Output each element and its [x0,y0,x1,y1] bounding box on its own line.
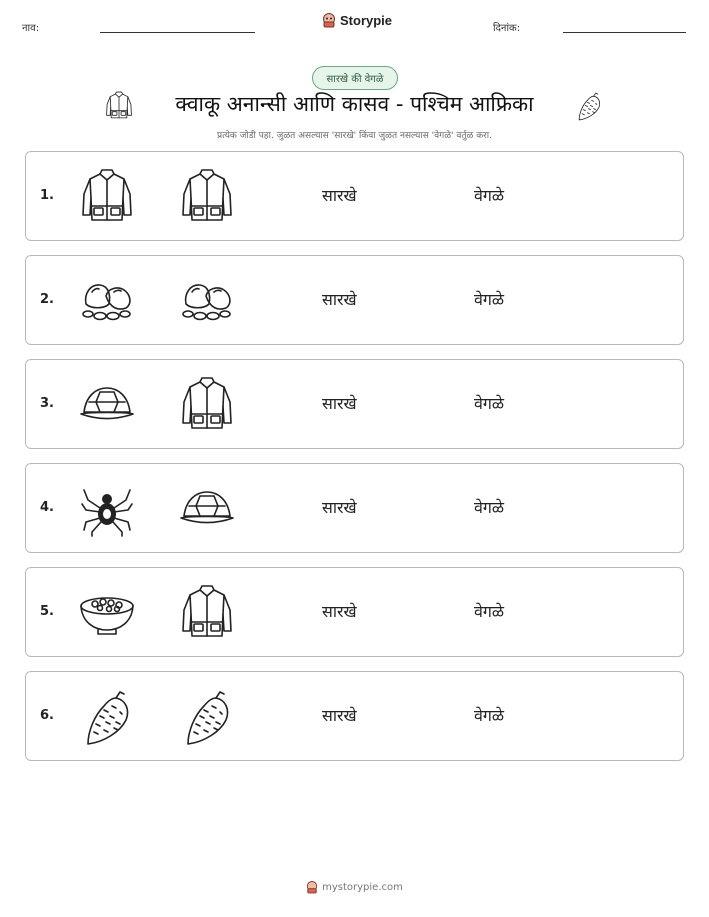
date-field-line[interactable] [563,32,686,33]
jacket-icon [178,168,236,226]
question-row [25,463,684,553]
spider-icon [78,480,136,538]
different-option[interactable]: वेगळे [474,290,505,309]
same-option[interactable]: सारखे [322,394,357,413]
turtle-shell-icon [78,376,136,434]
same-option[interactable]: सारखे [322,186,357,205]
question-number: 4. [40,500,54,515]
same-option[interactable]: सारखे [322,706,357,725]
cocoa-pod-icon [574,91,604,121]
date-label: दिनांक: [493,23,521,34]
question-row [25,359,684,449]
jacket-icon [178,376,236,434]
name-label: नाव: [22,23,40,34]
different-option[interactable]: वेगळे [474,394,505,413]
same-option[interactable]: सारखे [322,498,357,517]
name-field-line[interactable] [100,32,255,33]
question-row [25,567,684,657]
different-option[interactable]: वेगळे [474,186,505,205]
footer [0,880,709,894]
storypie-mascot-icon [306,880,318,894]
same-option[interactable]: सारखे [322,290,357,309]
rocks-icon [78,272,136,330]
cocoa-pod-icon [178,688,236,746]
question-number: 5. [40,604,54,619]
footer-website: mystorypie.com [322,881,403,893]
brand-name: Storypie [340,12,393,28]
rocks-icon [178,272,236,330]
different-option[interactable]: वेगळे [474,498,505,517]
same-option[interactable]: सारखे [322,602,357,621]
question-number: 6. [40,708,54,723]
worksheet-title: क्वाकू अनान्सी आणि कासव - पश्चिम आफ्रिका [175,92,534,116]
activity-type-badge: सारखे की वेगळे [312,66,398,90]
turtle-shell-icon [178,480,236,538]
question-number: 1. [40,188,54,203]
brand-logo [322,12,392,28]
question-number: 2. [40,292,54,307]
instructions-text: प्रत्येक जोडी पहा. जुळत असल्यास 'सारखे' किंवा जुळत नसल्यास 'वेगळे' वर्तुळ करा. [216,131,492,141]
jacket-icon [178,584,236,642]
different-option[interactable]: वेगळे [474,602,505,621]
question-row [25,255,684,345]
different-option[interactable]: वेगळे [474,706,505,725]
question-number: 3. [40,396,54,411]
question-row [25,671,684,761]
stew-bowl-icon [78,584,136,642]
storypie-mascot-icon [322,12,336,28]
cocoa-pod-icon [78,688,136,746]
question-row [25,151,684,241]
jacket-icon [78,168,136,226]
